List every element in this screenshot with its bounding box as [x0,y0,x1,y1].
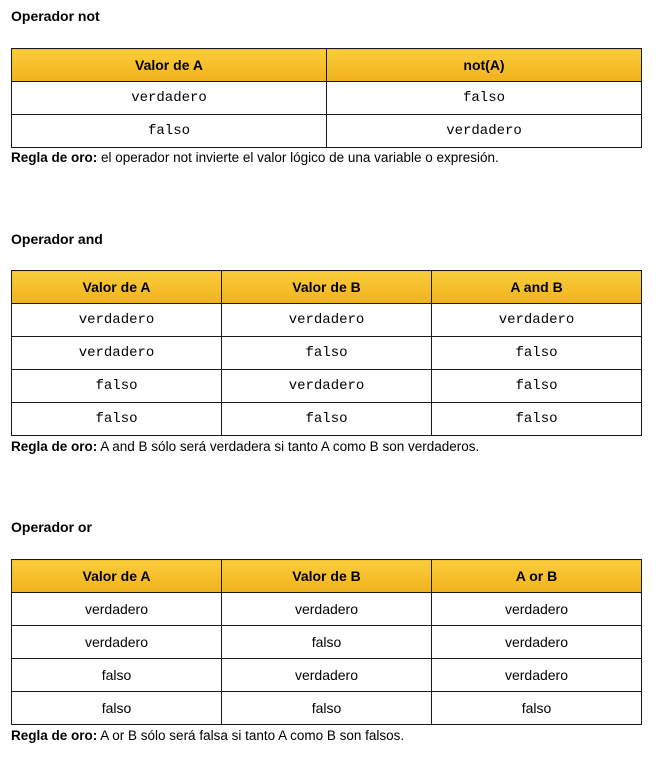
table-cell: verdadero [12,304,222,337]
table-header-row [12,560,642,593]
column-header: Valor de B [222,271,432,304]
table-cell: verdadero [432,593,642,626]
table-row [12,659,642,692]
table-cell: falso [327,82,642,115]
table-row [12,82,642,115]
rule-text: A or B sólo será falsa si tanto A como B son falsos. [97,728,405,743]
table-row [12,304,642,337]
table-cell: verdadero [222,593,432,626]
column-header: A or B [432,560,642,593]
table-header-row [12,271,642,304]
rule-label: Regla de oro: [11,728,98,743]
table-cell: falso [12,403,222,436]
table-cell: verdadero [432,659,642,692]
rule-text: el operador not invierte el valor lógico de una variable o expresión. [97,150,499,165]
table-row [12,626,642,659]
column-header: not(A) [327,49,642,82]
table-row [12,403,642,436]
and-truth-table [11,270,642,436]
table-header-row [12,49,642,82]
and-heading: Operador and [11,231,103,247]
table-row [12,337,642,370]
table-cell: verdadero [432,626,642,659]
rule-label: Regla de oro: [11,150,98,165]
table-cell: verdadero [222,659,432,692]
table-cell: verdadero [222,304,432,337]
column-header: A and B [432,271,642,304]
table-cell: verdadero [12,593,222,626]
table-row [12,692,642,725]
table-cell: falso [12,692,222,725]
table-row [12,370,642,403]
and-rule [11,439,479,455]
or-rule [11,728,404,744]
table-cell: falso [222,692,432,725]
rule-text: A and B sólo será verdadera si tanto A como B son verdaderos. [97,439,480,454]
table-cell: falso [222,403,432,436]
table-cell: falso [432,370,642,403]
table-cell: verdadero [12,626,222,659]
or-heading: Operador or [11,519,92,535]
table-cell: verdadero [12,337,222,370]
column-header: Valor de B [222,560,432,593]
column-header: Valor de A [12,560,222,593]
table-cell: falso [222,337,432,370]
table-row [12,115,642,148]
column-header: Valor de A [12,271,222,304]
table-cell: falso [12,115,327,148]
rule-label: Regla de oro: [11,439,98,454]
table-cell: verdadero [327,115,642,148]
table-cell: verdadero [12,82,327,115]
table-cell: verdadero [432,304,642,337]
table-cell: falso [222,626,432,659]
not-truth-table [11,48,642,148]
or-truth-table [11,559,642,725]
table-cell: falso [432,337,642,370]
not-rule [11,150,499,166]
table-cell: falso [12,370,222,403]
table-cell: falso [12,659,222,692]
table-cell: falso [432,403,642,436]
not-heading: Operador not [11,8,100,24]
table-cell: falso [432,692,642,725]
column-header: Valor de A [12,49,327,82]
table-row [12,593,642,626]
table-cell: verdadero [222,370,432,403]
